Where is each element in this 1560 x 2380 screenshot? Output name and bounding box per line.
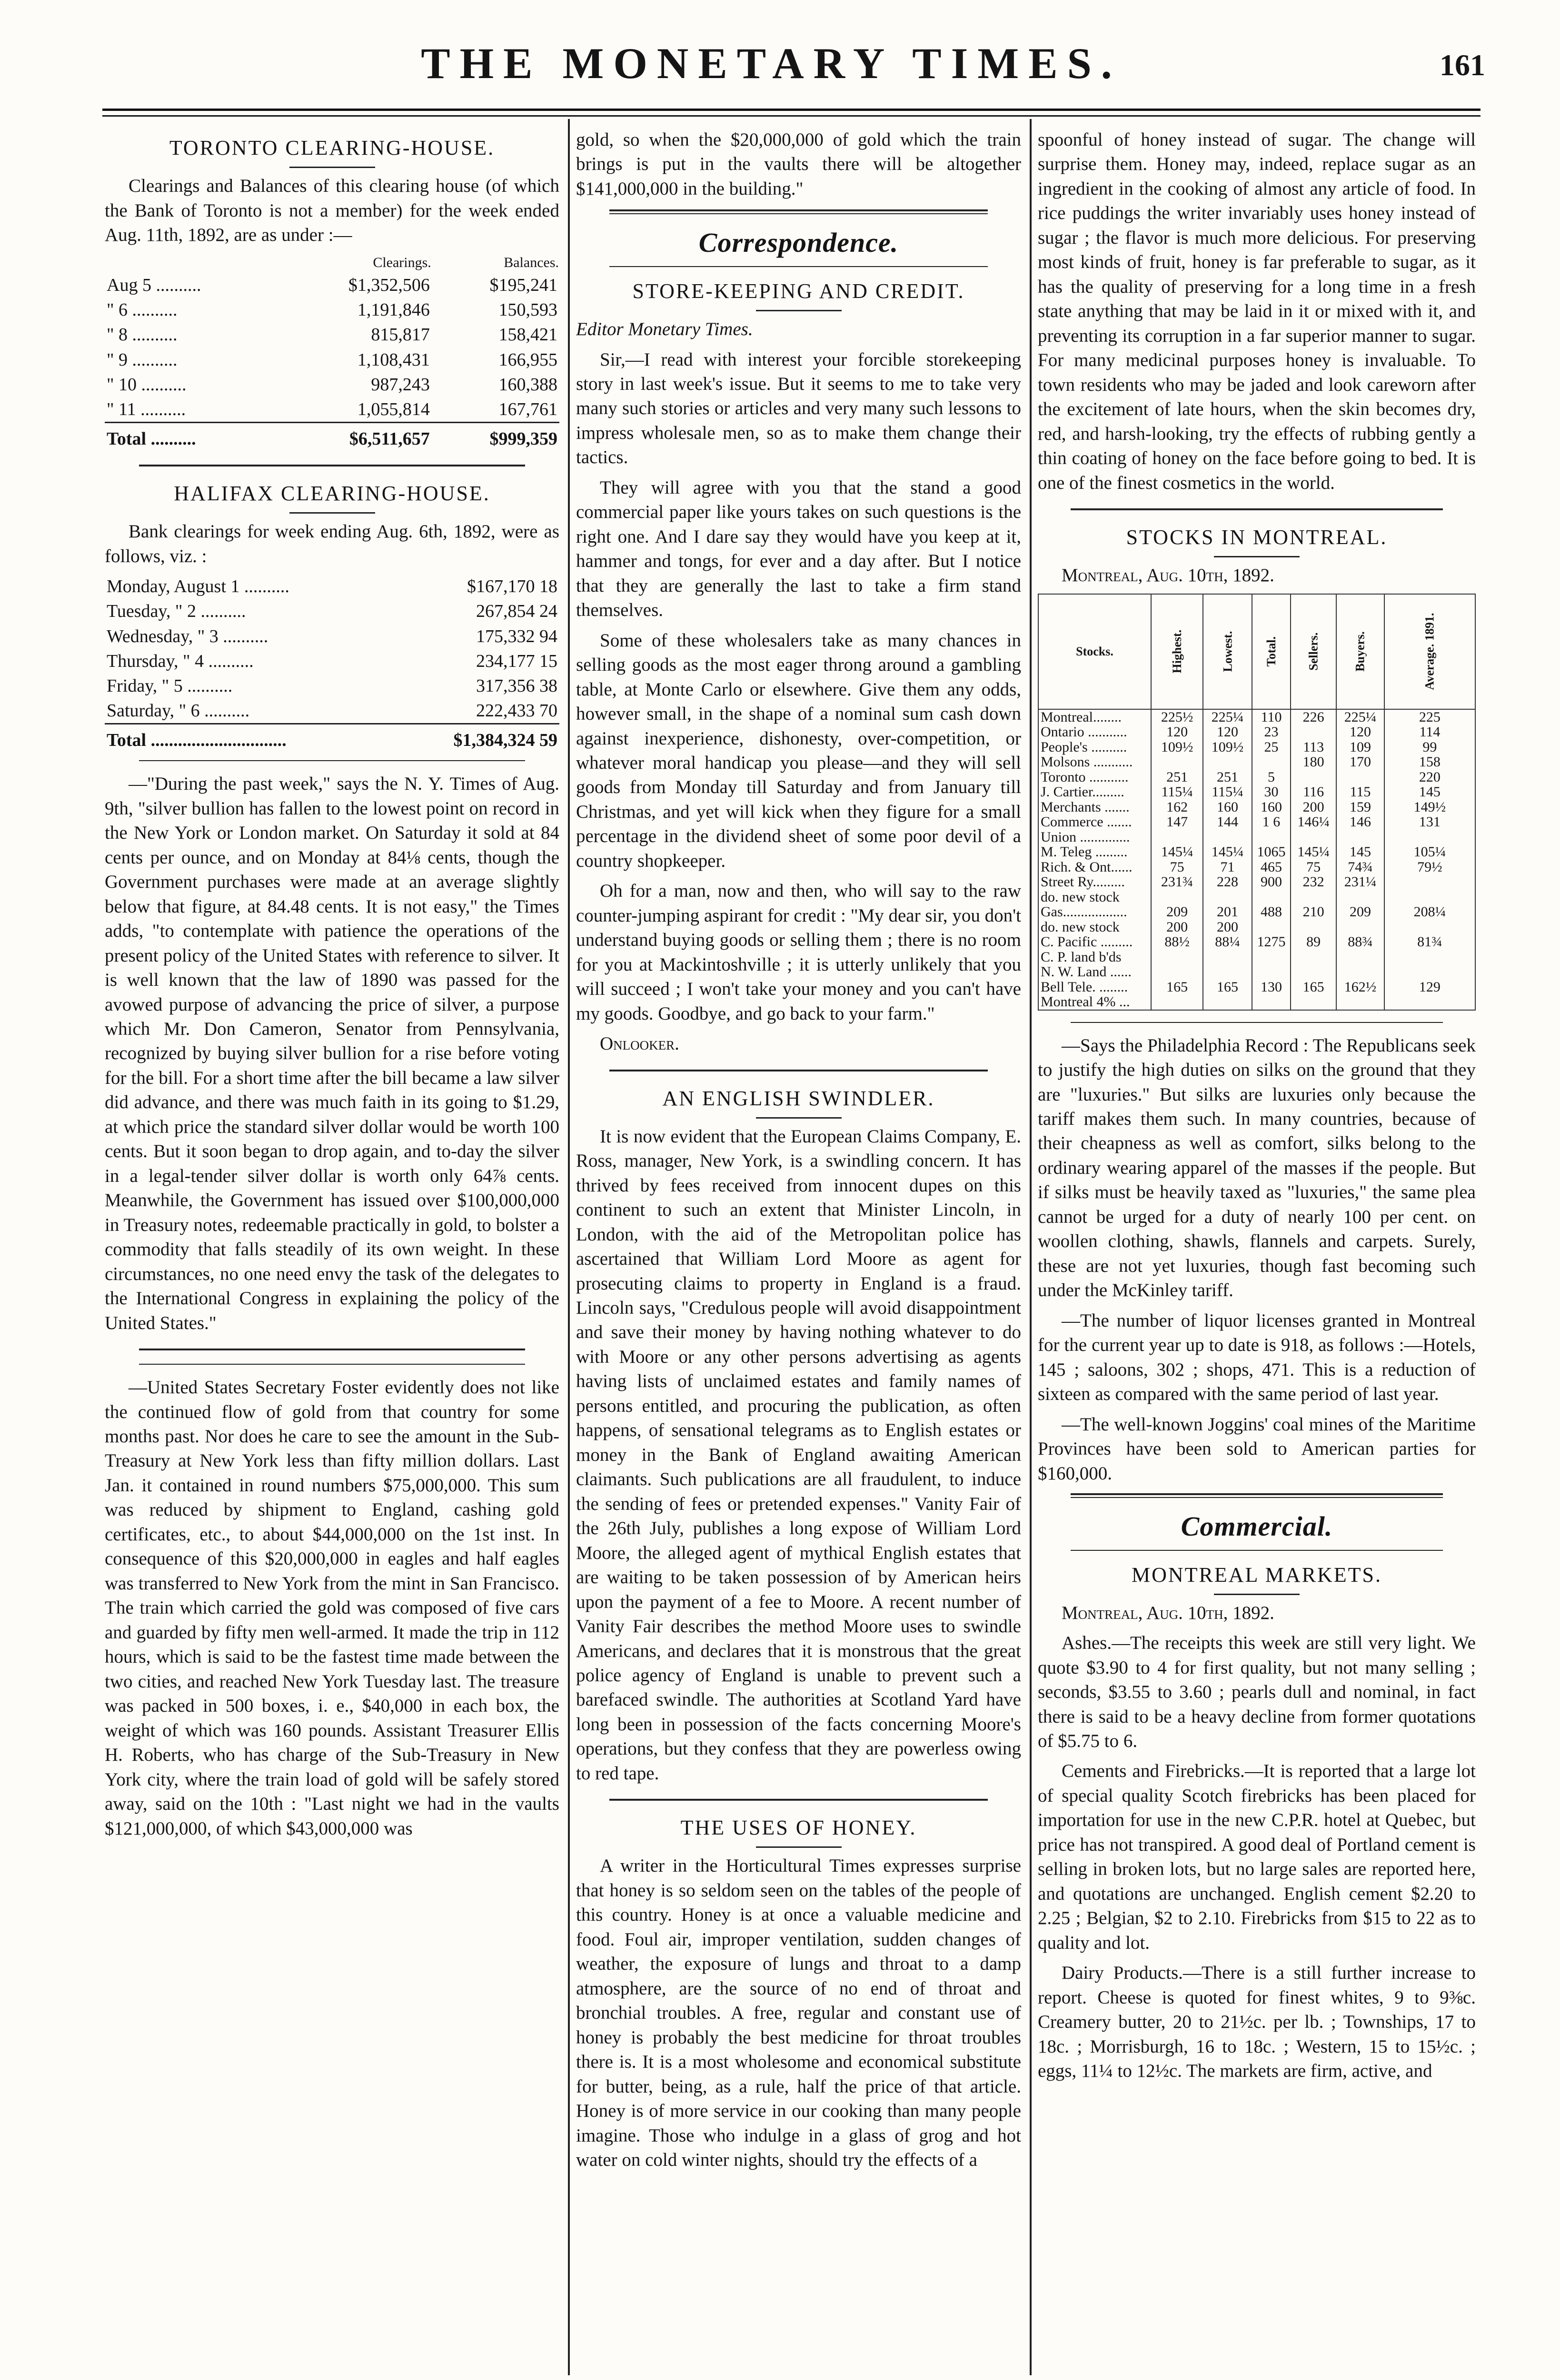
total-row (105, 724, 559, 753)
stock-name: Montreal........ (1038, 709, 1151, 725)
section-rule (609, 1799, 988, 1801)
table-row (105, 298, 559, 322)
average-value (1384, 874, 1475, 890)
row-label: Aug 5 .......... (107, 275, 201, 296)
highest-value: 115¼ (1151, 784, 1203, 800)
stock-name: Montreal 4% ... (1038, 994, 1151, 1010)
row-label: Tuesday, " 2 .......... (107, 601, 246, 622)
highest-value: 165 (1151, 980, 1203, 995)
col-sellers (1291, 594, 1336, 709)
letter-salutation: Editor Monetary Times. (576, 319, 753, 340)
sellers-value: 226 (1291, 709, 1336, 725)
stock-name: Street Ry......... (1038, 874, 1151, 890)
row-label: Friday, " 5 .......... (107, 675, 233, 696)
col-clearings: Clearings. (373, 255, 431, 271)
total-value: 23 (1252, 724, 1291, 740)
clearings-value: 1,191,846 (357, 300, 430, 320)
row-label: Thursday, " 4 .......... (107, 651, 254, 671)
average-value: 129 (1384, 980, 1475, 995)
average-value (1384, 994, 1475, 1010)
lowest-value (1203, 754, 1252, 770)
buyers-value: 88¾ (1336, 934, 1384, 950)
section-rule (1071, 1022, 1443, 1023)
total-row (105, 423, 559, 452)
amount-value: 267,854 24 (476, 601, 557, 622)
column-divider-1 (568, 119, 570, 2375)
lowest-value: 201 (1203, 904, 1252, 920)
table-row (105, 574, 559, 599)
stock-name: C. P. land b'ds (1038, 950, 1151, 965)
total-amount: $1,384,324 59 (393, 724, 559, 753)
stock-name: N. W. Land ...... (1038, 964, 1151, 980)
total-value: 160 (1252, 800, 1291, 815)
average-value: 131 (1384, 814, 1475, 830)
heading-rule (1214, 556, 1300, 557)
highest-value: 200 (1151, 920, 1203, 935)
masthead (57, 38, 1523, 100)
total-value (1252, 994, 1291, 1010)
highest-value: 162 (1151, 800, 1203, 815)
honey-paragraph: A writer in the Horticultural Times expresses surprise that honey is so seldom seen on the tables of the people of this country. Honey is at once a valuable medicine and food. Foul air, improper ventilation, sudden changes of weather, the exposure of lungs and throat to a damp atmosphere, are the source of no end of throat and bronchial troubles. A free, regular and constant use of honey is probably the best medicine for throat troubles there is. It is a most wholesome and economical substitute for butter, being, as a rule, half the price of that article. Honey is of more service in our cooking than many people imagine. Those who indulge in a glass of grog and hot water on cold winter nights, should try the effects of a (576, 1855, 1021, 2171)
highest-value (1151, 830, 1203, 845)
continued-paragraph: gold, so when the $20,000,000 of gold which the train brings is put in the vaults there will be altogether $141,000,000 in the building." (576, 129, 1021, 199)
sellers-value: 113 (1291, 740, 1336, 755)
heading-rule (756, 310, 842, 311)
buyers-value: 231¼ (1336, 874, 1384, 890)
correspondence-heading: Correspondence. (698, 227, 899, 258)
clearings-value: 1,108,431 (357, 349, 430, 370)
stock-name: Commerce ....... (1038, 814, 1151, 830)
col-total (1252, 594, 1291, 709)
highest-value (1151, 964, 1203, 980)
total-value: 110 (1252, 709, 1291, 725)
montreal-markets-heading: MONTREAL MARKETS. (1131, 1563, 1382, 1587)
highest-value (1151, 950, 1203, 965)
average-value (1384, 964, 1475, 980)
column-2 (576, 128, 1021, 2374)
letter-paragraph: Oh for a man, now and then, who will say to the raw counter-jumping aspirant for credit : "My dear sir, you don't understand buying goods or selling them ; there is no room for you at Mackintoshville ; it is utterly unlikely that you will succeed ; I won't take your money and you can't have my goods. Goodbye, and go back to your farm." (576, 881, 1021, 1024)
lowest-value: 120 (1203, 724, 1252, 740)
stock-row (1038, 709, 1475, 725)
highest-value: 147 (1151, 814, 1203, 830)
table-row (105, 322, 559, 347)
stock-row (1038, 800, 1475, 815)
masthead-rule (102, 109, 1481, 111)
sellers-value (1291, 964, 1336, 980)
sellers-value (1291, 950, 1336, 965)
sellers-value (1291, 920, 1336, 935)
lowest-value: 109½ (1203, 740, 1252, 755)
clearings-value: 1,055,814 (357, 399, 430, 419)
buyers-value: 159 (1336, 800, 1384, 815)
total-value: 30 (1252, 784, 1291, 800)
lowest-value (1203, 994, 1252, 1010)
toronto-clearing-heading: TORONTO CLEARING-HOUSE. (169, 136, 495, 159)
table-row (105, 372, 559, 397)
toronto-intro: Clearings and Balances of this clearing house (of which the Bank of Toronto is not a member) for the week ended Aug. 11th, 1892, are as under :— (105, 176, 559, 246)
joggins-paragraph: —The well-known Joggins' coal mines of the Maritime Provinces have been sold to American parties for $160,000. (1038, 1414, 1476, 1484)
market-paragraph: Dairy Products.—There is a still further increase to report. Cheese is quoted for finest whites, 9 to 9⅜c. Creamery butter, 20 to 21½c. per lb. ; Townships, 17 to 18c. ; Morrisburgh, 16 to 18c. ; Western, 15 to 15½c. ; eggs, 11¼ to 12½c. The markets are firm, active, and (1038, 1963, 1476, 2082)
buyers-value: 225¼ (1336, 709, 1384, 725)
col-average (1384, 594, 1475, 709)
stock-name: Ontario ........... (1038, 724, 1151, 740)
highest-value: 231¾ (1151, 874, 1203, 890)
total-value: 1065 (1252, 844, 1291, 860)
stock-row (1038, 860, 1475, 875)
market-paragraph: Ashes.—The receipts this week are still very light. We quote $3.90 to 4 for first quality, but not many selling ; seconds, $3.55 to 3.60 ; pearls dull and nominal, in fact there is said to be a heavy decline from former quotations of $5.75 to 6. (1038, 1633, 1476, 1751)
silks-paragraph: —Says the Philadelphia Record : The Republicans seek to justify the high duties on silks on the ground that they are "luxuries." But silks are luxuries only because the tariff makes them such. In many countries, because of their cheapness as well as comfort, silks belong to the ordinary wearing apparel of the masses if the people. But if silks must be heavily taxed as "luxuries," the same plea cannot be urged for a duty of nearly 100 per cent. on woollen clothing, shawls, flannels and carpets. Surely, these are not yet luxuries, though fast becoming such under the McKinley tariff. (1038, 1035, 1476, 1301)
col-stocks (1038, 594, 1151, 709)
sellers-value (1291, 890, 1336, 905)
average-value: 149½ (1384, 800, 1475, 815)
row-label: " 10 .......... (107, 374, 187, 395)
total-value (1252, 830, 1291, 845)
section-rule (609, 1070, 988, 1071)
honey-continued-paragraph: spoonful of honey instead of sugar. The change will surprise them. Honey may, indeed, replace sugar as an ingredient in the cooking of almost any article of food. In rice puddings the writer invariably uses honey instead of sugar ; the flavor is much more delicious. For preserving most kinds of fruit, honey is far preferable to sugar, as it has the quality of preserving for a long time in a fresh state anything that may be laid in it or mixed with it, and preventing its corruption in a far superior manner to sugar. For many medicinal purposes honey is invaluable. To town residents who may be jaded and look careworn after the excitement of late hours, when the skin becomes dry, red, and harsh-looking, try the effects of rubbing gently a thin coating of honey on the face before going to bed. It is one of the finest cosmetics in the world. (1038, 129, 1476, 493)
sellers-value (1291, 770, 1336, 785)
highest-value: 225½ (1151, 709, 1203, 725)
stock-name: do. new stock (1038, 890, 1151, 905)
total-label: Total .............................. (105, 724, 393, 753)
stock-row (1038, 920, 1475, 935)
buyers-value (1336, 920, 1384, 935)
total-clearings: $6,511,657 (280, 423, 432, 452)
table-row (105, 698, 559, 724)
sellers-value: 75 (1291, 860, 1336, 875)
amount-value: 175,332 94 (476, 626, 557, 646)
sellers-value: 165 (1291, 980, 1336, 995)
buyers-value: 120 (1336, 724, 1384, 740)
column-1 (105, 128, 559, 2374)
total-value (1252, 890, 1291, 905)
highest-value: 120 (1151, 724, 1203, 740)
balances-value: 167,761 (498, 399, 557, 419)
stock-row (1038, 754, 1475, 770)
markets-dateline: Montreal, Aug. 10th, 1892. (1062, 1602, 1274, 1623)
total-value: 488 (1252, 904, 1291, 920)
sellers-value: 232 (1291, 874, 1336, 890)
honey-heading: THE USES OF HONEY. (680, 1816, 917, 1840)
average-value (1384, 920, 1475, 935)
heading-rule (756, 1846, 842, 1848)
highest-value (1151, 890, 1203, 905)
highest-value: 88½ (1151, 934, 1203, 950)
col-lowest (1203, 594, 1252, 709)
market-paragraph: Cements and Firebricks.—It is reported that a large lot of special quality Scotch firebricks has been placed for importation for use in the new C.P.R. hotel at Quebec, but price has not transpired. A good deal of Portland cement is selling in broken lots, but no large sales are reported here, and quotations are unchanged. English cement $2.20 to 2.25 ; Belgian, $2 to 2.10. Firebricks from $15 to 22 as to quality and lot. (1038, 1761, 1476, 1953)
halifax-intro: Bank clearings for week ending Aug. 6th, 1892, were as follows, viz. : (105, 521, 559, 566)
buyers-value: 209 (1336, 904, 1384, 920)
stock-name: Gas.................. (1038, 904, 1151, 920)
balances-value: 160,388 (498, 374, 557, 395)
col-highest (1151, 594, 1203, 709)
total-value: 1275 (1252, 934, 1291, 950)
lowest-value: 145¼ (1203, 844, 1252, 860)
highest-value (1151, 754, 1203, 770)
licenses-paragraph: —The number of liquor licenses granted in Montreal for the current year up to date is 918, as follows :—Hotels, 145 ; saloons, 302 ; shops, 471. This is a reduction of sixteen as compared with the same period of last year. (1038, 1310, 1476, 1405)
total-value (1252, 950, 1291, 965)
row-label: " 11 .......... (107, 399, 186, 419)
stock-name: Molsons ........... (1038, 754, 1151, 770)
swindler-heading: AN ENGLISH SWINDLER. (662, 1086, 935, 1110)
lowest-value: 200 (1203, 920, 1252, 935)
col-label: Total. (1264, 636, 1278, 667)
sellers-value (1291, 830, 1336, 845)
heading-rule (289, 167, 375, 168)
section-rule (139, 1349, 526, 1350)
table-row (105, 649, 559, 674)
balances-value: 150,593 (498, 300, 557, 320)
buyers-value (1336, 770, 1384, 785)
lowest-value (1203, 830, 1252, 845)
section-rule (609, 266, 988, 267)
col-balances: Balances. (504, 255, 559, 271)
col-label: Highest. (1170, 629, 1184, 674)
swindler-paragraph: It is now evident that the European Claims Company, E. Ross, manager, New York, is a swindling concern. It has thrived by fees received from innocent dupes on this continent to such an extent that Minister Lincoln, in London, with the aid of the Metropolitan police has ascertained that William Lord Moore as agent for prosecuting claims to property in England is a fraud. Lincoln says, "Credulous people will avoid disappointment and save their money by having nothing whatever to do with Moore or any other persons advertising as agents having lists of unclaimed estates and family names of persons entitled, and procuring the publication, as often happens, of sensational telegrams as to English estates or money in the Bank of England awaiting American claimants. Such publications are all fraudulent, to induce the sending of fees or pretended expenses." Vanity Fair of the 26th July, publishes a long expose of William Lord Moore, the alleged agent of mythical English estates that are waiting to be taken possession of by American heirs upon the payment of a fee to Moore. A recent number of Vanity Fair describes the method Moore uses to swindle Americans, and declares that it is monstrous that the great police agency of England is unable to prevent such a barefaced swindle. The authorities at Scotland Yard have long been in possession of the facts concerning Moore's operations, but they confess that they are powerless owing to red tape. (576, 1126, 1021, 1784)
row-label: " 6 .......... (107, 300, 178, 320)
table-row (105, 397, 559, 423)
average-value: 114 (1384, 724, 1475, 740)
buyers-value (1336, 950, 1384, 965)
stock-name: do. new stock (1038, 920, 1151, 935)
amount-value: 234,177 15 (476, 651, 557, 671)
stock-row (1038, 784, 1475, 800)
total-value: 5 (1252, 770, 1291, 785)
heading-rule (289, 512, 375, 514)
total-value: 465 (1252, 860, 1291, 875)
buyers-value: 170 (1336, 754, 1384, 770)
section-rule (139, 1364, 526, 1365)
stock-row (1038, 994, 1475, 1010)
section-rule (1071, 1550, 1443, 1551)
lowest-value (1203, 950, 1252, 965)
foster-paragraph: —United States Secretary Foster evidently does not like the continued flow of gold from that country for some months past. Nor does he care to see the amount in the Sub-Treasury at New York less than fifty million dollars. Last Jan. it contained in round numbers $75,000,000. This sum was reduced by shipment to England, cashing gold certificates, etc., to about $44,000,000 on the 1st inst. In consequence of this $20,000,000 in eagles and half eagles was transferred to New York from the mint in San Francisco. The train which carried the gold was composed of five cars and guarded by fifty men well-armed. It made the trip in 112 hours, which is said to be the fastest time made between the two cities, and reached New York Tuesday last. The treasure was packed in 500 boxes, i. e., $40,000 in each box, the weight of which was 160 pounds. Assistant Treasurer Ellis H. Roberts, who has charge of the Sub-Treasury in New York city, where the train load of gold will be safely stored away, said on the 10th : "Last night we had in the vaults $121,000,000, of which $43,000,000 was (105, 1377, 559, 1839)
sellers-value (1291, 994, 1336, 1010)
balances-value: 158,421 (498, 325, 557, 345)
amount-value: $167,170 18 (467, 576, 557, 597)
silver-paragraph: —"During the past week," says the N. Y. Times of Aug. 9th, "silver bullion has fallen to the lowest point on record in the New York or London market. On Saturday it sold at 84 cents per ounce, and on Monday at 84⅛ cents, though the Government purchases were made at an average slightly below that figure, at 84.48 cents. It is not easy," the Times adds, "to contemplate with patience the operations of the present policy of the United States with reference to silver. It is well known that the law of 1890 was passed for the avowed purpose of advancing the price of silver, a purpose which Mr. Don Cameron, Senator from Pennsylvania, recognized by buying silver bullion for a rise before voting for the bill. For a short time after the bill became a law silver did advance, and there was much faith in its going to $1.29, at which price the standard silver dollar would be worth 100 cents. But it soon began to drop again, and to-day the silver in a legal-tender silver dollar is worth only 64⅞ cents. Meanwhile, the Government has issued over $100,000,000 in Treasury notes, redeemable practically in gold, to bolster a commodity that falls steadily of its own weight. In these circumstances, no one need envy the task of the delegates to the International Congress in explaining the policy of the United States." (105, 774, 559, 1333)
lowest-value: 228 (1203, 874, 1252, 890)
section-rule (609, 213, 988, 214)
highest-value: 251 (1151, 770, 1203, 785)
lowest-value: 115¼ (1203, 784, 1252, 800)
stock-name: M. Teleg ......... (1038, 844, 1151, 860)
stock-row (1038, 890, 1475, 905)
stocks-header-row (1038, 594, 1475, 709)
stock-row (1038, 904, 1475, 920)
stocks-dateline: Montreal, Aug. 10th, 1892. (1062, 565, 1274, 586)
average-value: 208¼ (1384, 904, 1475, 920)
col-label: Average. 1891. (1422, 613, 1437, 690)
storekeeping-heading: STORE-KEEPING AND CREDIT. (632, 279, 965, 303)
section-rule (1071, 508, 1443, 510)
buyers-value: 146 (1336, 814, 1384, 830)
section-rule (1071, 1493, 1443, 1495)
section-rule (1071, 1497, 1443, 1498)
halifax-clearing-heading: HALIFAX CLEARING-HOUSE. (174, 482, 490, 506)
total-value (1252, 920, 1291, 935)
total-label: Total .......... (105, 423, 280, 452)
buyers-value (1336, 830, 1384, 845)
row-label: Monday, August 1 .......... (107, 576, 289, 597)
row-label: Saturday, " 6 .......... (107, 700, 250, 721)
sellers-value: 146¼ (1291, 814, 1336, 830)
stocks-heading: STOCKS IN MONTREAL. (1126, 526, 1388, 549)
buyers-value: 162½ (1336, 980, 1384, 995)
stock-row (1038, 814, 1475, 830)
average-value: 99 (1384, 740, 1475, 755)
total-balances: $999,359 (432, 423, 559, 452)
balances-value: 166,955 (498, 349, 557, 370)
total-value: 130 (1252, 980, 1291, 995)
table-row (105, 624, 559, 649)
highest-value: 145¼ (1151, 844, 1203, 860)
stock-name: J. Cartier......... (1038, 784, 1151, 800)
publication-title: THE MONETARY TIMES. (421, 39, 1122, 88)
buyers-value (1336, 890, 1384, 905)
average-value: 105¼ (1384, 844, 1475, 860)
lowest-value: 165 (1203, 980, 1252, 995)
buyers-value (1336, 994, 1384, 1010)
sellers-value (1291, 724, 1336, 740)
stock-row (1038, 980, 1475, 995)
average-value: 79½ (1384, 860, 1475, 875)
letter-paragraph: Sir,—I read with interest your forcible storekeeping story in last week's issue. But it seems to me to take very many such stories or articles and very many such lessons to impress wholesale men, so as to make them change their tactics. (576, 349, 1021, 468)
stock-name: Bell Tele. ........ (1038, 980, 1151, 995)
table-row (105, 674, 559, 698)
column-3 (1038, 128, 1476, 2374)
amount-value: 222,433 70 (476, 700, 557, 721)
heading-rule (756, 1117, 842, 1119)
sellers-value: 210 (1291, 904, 1336, 920)
col-label: Stocks. (1076, 644, 1113, 658)
heading-rule (1214, 1594, 1300, 1595)
stock-row (1038, 950, 1475, 965)
sellers-value: 145¼ (1291, 844, 1336, 860)
col-label: Lowest. (1220, 631, 1234, 672)
stocks-table (1038, 594, 1476, 1011)
sellers-value: 89 (1291, 934, 1336, 950)
stock-name: C. Pacific ......... (1038, 934, 1151, 950)
total-value (1252, 754, 1291, 770)
stock-name: People's .......... (1038, 740, 1151, 755)
buyers-value: 115 (1336, 784, 1384, 800)
highest-value (1151, 994, 1203, 1010)
commercial-heading: Commercial. (1181, 1511, 1333, 1542)
halifax-clearing-table (105, 574, 559, 753)
total-value: 1 6 (1252, 814, 1291, 830)
stock-row (1038, 724, 1475, 740)
clearings-value: 987,243 (371, 374, 430, 395)
row-label: " 8 .......... (107, 325, 178, 345)
row-label: Wednesday, " 3 .......... (107, 626, 268, 646)
stocks-body (1038, 709, 1475, 1010)
lowest-value: 88¼ (1203, 934, 1252, 950)
page-number: 161 (1440, 48, 1485, 82)
stock-name: Toronto ........... (1038, 770, 1151, 785)
stock-row (1038, 770, 1475, 785)
highest-value: 109½ (1151, 740, 1203, 755)
lowest-value (1203, 964, 1252, 980)
buyers-value (1336, 964, 1384, 980)
total-value: 25 (1252, 740, 1291, 755)
buyers-value: 145 (1336, 844, 1384, 860)
stock-row (1038, 830, 1475, 845)
stock-row (1038, 964, 1475, 980)
letter-paragraph: They will agree with you that the stand a good commercial paper like yours takes on such questions is the right one. And I dare say they would have you keep at it, hammer and tongs, for ever and a day after. But I notice that they are generally the last to take a firm stand themselves. (576, 477, 1021, 621)
stock-row (1038, 844, 1475, 860)
stock-name: Rich. & Ont...... (1038, 860, 1151, 875)
highest-value: 209 (1151, 904, 1203, 920)
buyers-value: 109 (1336, 740, 1384, 755)
table-row (105, 273, 559, 298)
letter-signature: Onlooker. (600, 1033, 679, 1054)
buyers-value: 74¾ (1336, 860, 1384, 875)
total-value: 900 (1252, 874, 1291, 890)
toronto-clearing-table (105, 253, 559, 451)
average-value (1384, 890, 1475, 905)
lowest-value: 225¼ (1203, 709, 1252, 725)
lowest-value: 144 (1203, 814, 1252, 830)
stock-row (1038, 874, 1475, 890)
table-row (105, 599, 559, 624)
lowest-value (1203, 890, 1252, 905)
average-value: 220 (1384, 770, 1475, 785)
stock-name: Union .............. (1038, 830, 1151, 845)
section-rule (609, 209, 988, 211)
clearings-value: 815,817 (371, 325, 430, 345)
lowest-value: 160 (1203, 800, 1252, 815)
highest-value: 75 (1151, 860, 1203, 875)
average-value: 158 (1384, 754, 1475, 770)
stock-name: Merchants ....... (1038, 800, 1151, 815)
average-value: 81¾ (1384, 934, 1475, 950)
column-divider-2 (1030, 119, 1032, 2375)
stock-row (1038, 740, 1475, 755)
col-label: Buyers. (1353, 631, 1367, 672)
lowest-value: 71 (1203, 860, 1252, 875)
letter-paragraph: Some of these wholesalers take as many chances in selling goods as the most eager throng around a gambling table, at Monte Carlo or elsewhere. Give them any odds, however small, in the shape of a nominal sum cash down against inexperience, dishonesty, over-competition, or whatever moral handicap you please—and they will sell goods from Monday till Saturday and from January till Christmas, and yet will kick when they figure for a small percentage in the dividend sheet of some poor devil of a country shopkeeper. (576, 630, 1021, 871)
col-buyers (1336, 594, 1384, 709)
sellers-value: 180 (1291, 754, 1336, 770)
balances-value: $195,241 (489, 275, 557, 296)
section-rule (139, 760, 526, 761)
average-value: 145 (1384, 784, 1475, 800)
average-value: 225 (1384, 709, 1475, 725)
masthead-rule-secondary (102, 115, 1481, 117)
sellers-value: 116 (1291, 784, 1336, 800)
amount-value: 317,356 38 (476, 675, 557, 696)
average-value (1384, 830, 1475, 845)
stock-row (1038, 934, 1475, 950)
table-row (105, 347, 559, 372)
section-rule (139, 465, 526, 466)
col-label: Sellers. (1306, 632, 1321, 671)
row-label: " 9 .......... (107, 349, 178, 370)
lowest-value: 251 (1203, 770, 1252, 785)
clearings-value: $1,352,506 (348, 275, 430, 296)
total-value (1252, 964, 1291, 980)
average-value (1384, 950, 1475, 965)
sellers-value: 200 (1291, 800, 1336, 815)
